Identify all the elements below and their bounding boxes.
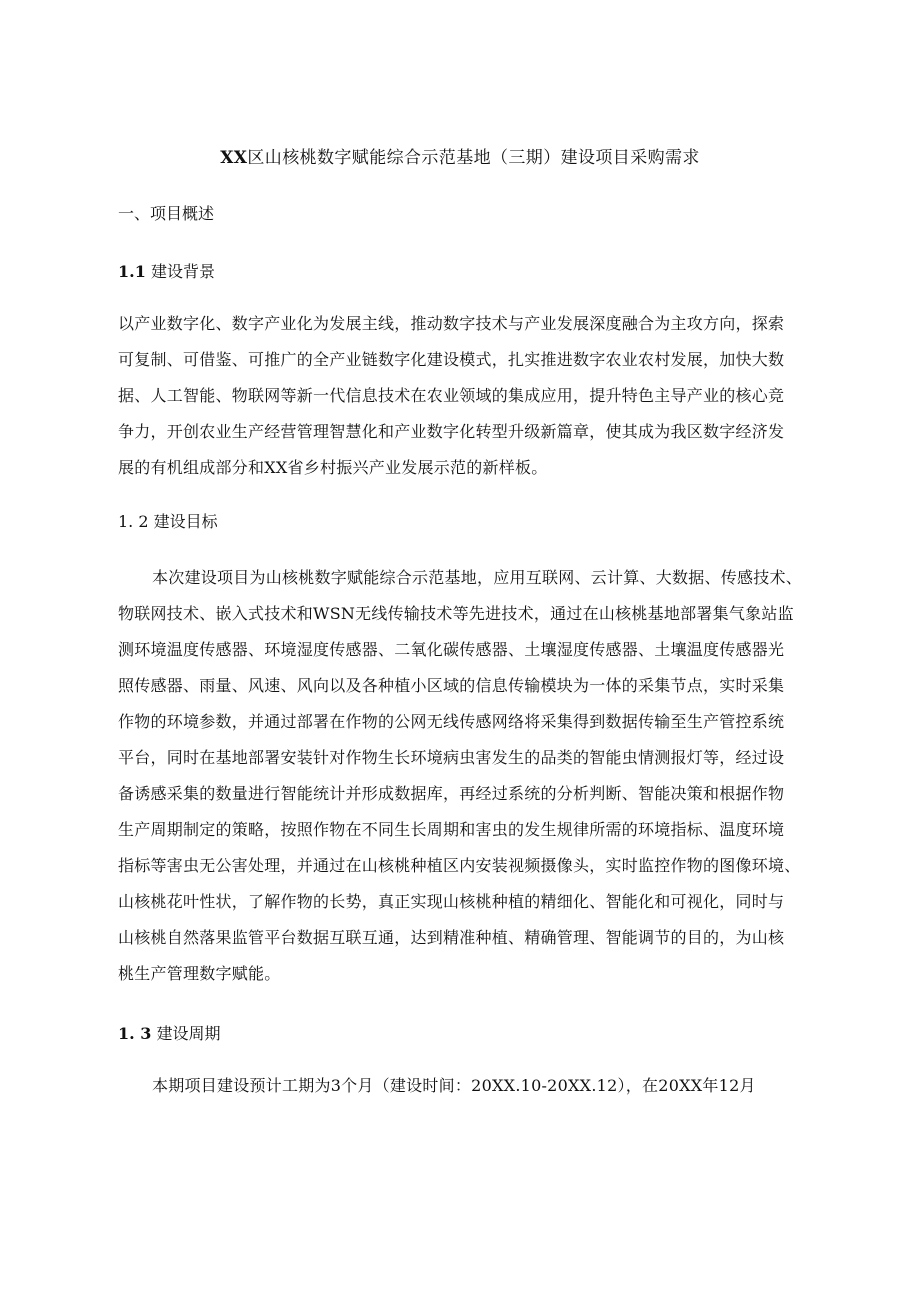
paragraph-line: 本次建设项目为山核桃数字赋能综合示范基地，应用互联网、云计算、大数据、传感技术、 bbox=[152, 568, 803, 587]
paragraph-line: 可复制、可借鉴、可推广的全产业链数字化建设模式，扎实推进数字农业农村发展，加快大数 bbox=[118, 350, 785, 369]
subsection-label: 建设周期 bbox=[156, 1024, 221, 1043]
paragraph-line: 照传感器、雨量、风速、风向以及各种植小区域的信息传输模块为一体的采集节点，实时采集 bbox=[118, 676, 785, 695]
subsection-heading-period bbox=[118, 1022, 221, 1046]
paragraph-line: 测环境温度传感器、环境湿度传感器、二氧化碳传感器、土壤湿度传感器、土壤温度传感器光 bbox=[118, 640, 785, 659]
background-paragraph bbox=[118, 306, 836, 486]
paragraph-line: 以产业数字化、数字产业化为发展主线，推动数字技术与产业发展深度融合为主攻方向，探索 bbox=[118, 314, 785, 333]
subsection-number: 1. 2 bbox=[118, 512, 149, 531]
title-prefix: XX bbox=[220, 148, 248, 168]
paragraph-line: 物联网技术、嵌入式技术和WSN无线传输技术等先进技术，通过在山核桃基地部署集气象站监 bbox=[118, 604, 794, 623]
goals-paragraph bbox=[118, 560, 836, 992]
paragraph-line: 备诱感采集的数量进行智能统计并形成数据库，再经过系统的分析判断、智能决策和根据作物 bbox=[118, 784, 785, 803]
paragraph-line: 本期项目建设预计工期为3个月（建设时间：20XX.10-20XX.12），在20XX年12月 bbox=[152, 1076, 756, 1095]
paragraph-line: 据、人工智能、物联网等新一代信息技术在农业领域的集成应用，提升特色主导产业的核心竞 bbox=[118, 386, 785, 405]
paragraph-line: 指标等害虫无公害处理，并通过在山核桃种植区内安装视频摄像头，实时监控作物的图像环境、 bbox=[118, 856, 801, 875]
paragraph-line: 生产周期制定的策略，按照作物在不同生长周期和害虫的发生规律所需的环境指标、温度环境 bbox=[118, 820, 785, 839]
subsection-number: 1. 3 bbox=[118, 1024, 152, 1043]
paragraph-line: 争力，开创农业生产经营管理智慧化和产业数字化转型升级新篇章，使其成为我区数字经济发 bbox=[118, 422, 785, 441]
paragraph-line: 展的有机组成部分和XX省乡村振兴产业发展示范的新样板。 bbox=[118, 458, 548, 477]
subsection-heading-background bbox=[118, 260, 215, 284]
paragraph-line: 山核桃自然落果监管平台数据互联互通，达到精准种植、精确管理、智能调节的目的，为山核 bbox=[118, 928, 785, 947]
section-heading-overview: 一、项目概述 bbox=[118, 204, 215, 223]
title-text: 区山核桃数字赋能综合示范基地（三期）建设项目采购需求 bbox=[247, 148, 700, 168]
subsection-heading-goals bbox=[118, 510, 218, 534]
period-paragraph bbox=[118, 1068, 836, 1104]
paragraph-line: 作物的环境参数，并通过部署在作物的公网无线传感网络将采集得到数据传输至生产管控系统 bbox=[118, 712, 785, 731]
document-title bbox=[0, 146, 920, 170]
subsection-label: 建设背景 bbox=[150, 262, 215, 281]
subsection-label: 建设目标 bbox=[153, 512, 218, 531]
subsection-number: 1.1 bbox=[118, 262, 146, 281]
paragraph-line: 平台，同时在基地部署安装针对作物生长环境病虫害发生的品类的智能虫情测报灯等，经过设 bbox=[118, 748, 785, 767]
paragraph-line: 山核桃花叶性状，了解作物的长势，真正实现山核桃种植的精细化、智能化和可视化，同时与 bbox=[118, 892, 785, 911]
paragraph-line: 桃生产管理数字赋能。 bbox=[118, 964, 281, 983]
